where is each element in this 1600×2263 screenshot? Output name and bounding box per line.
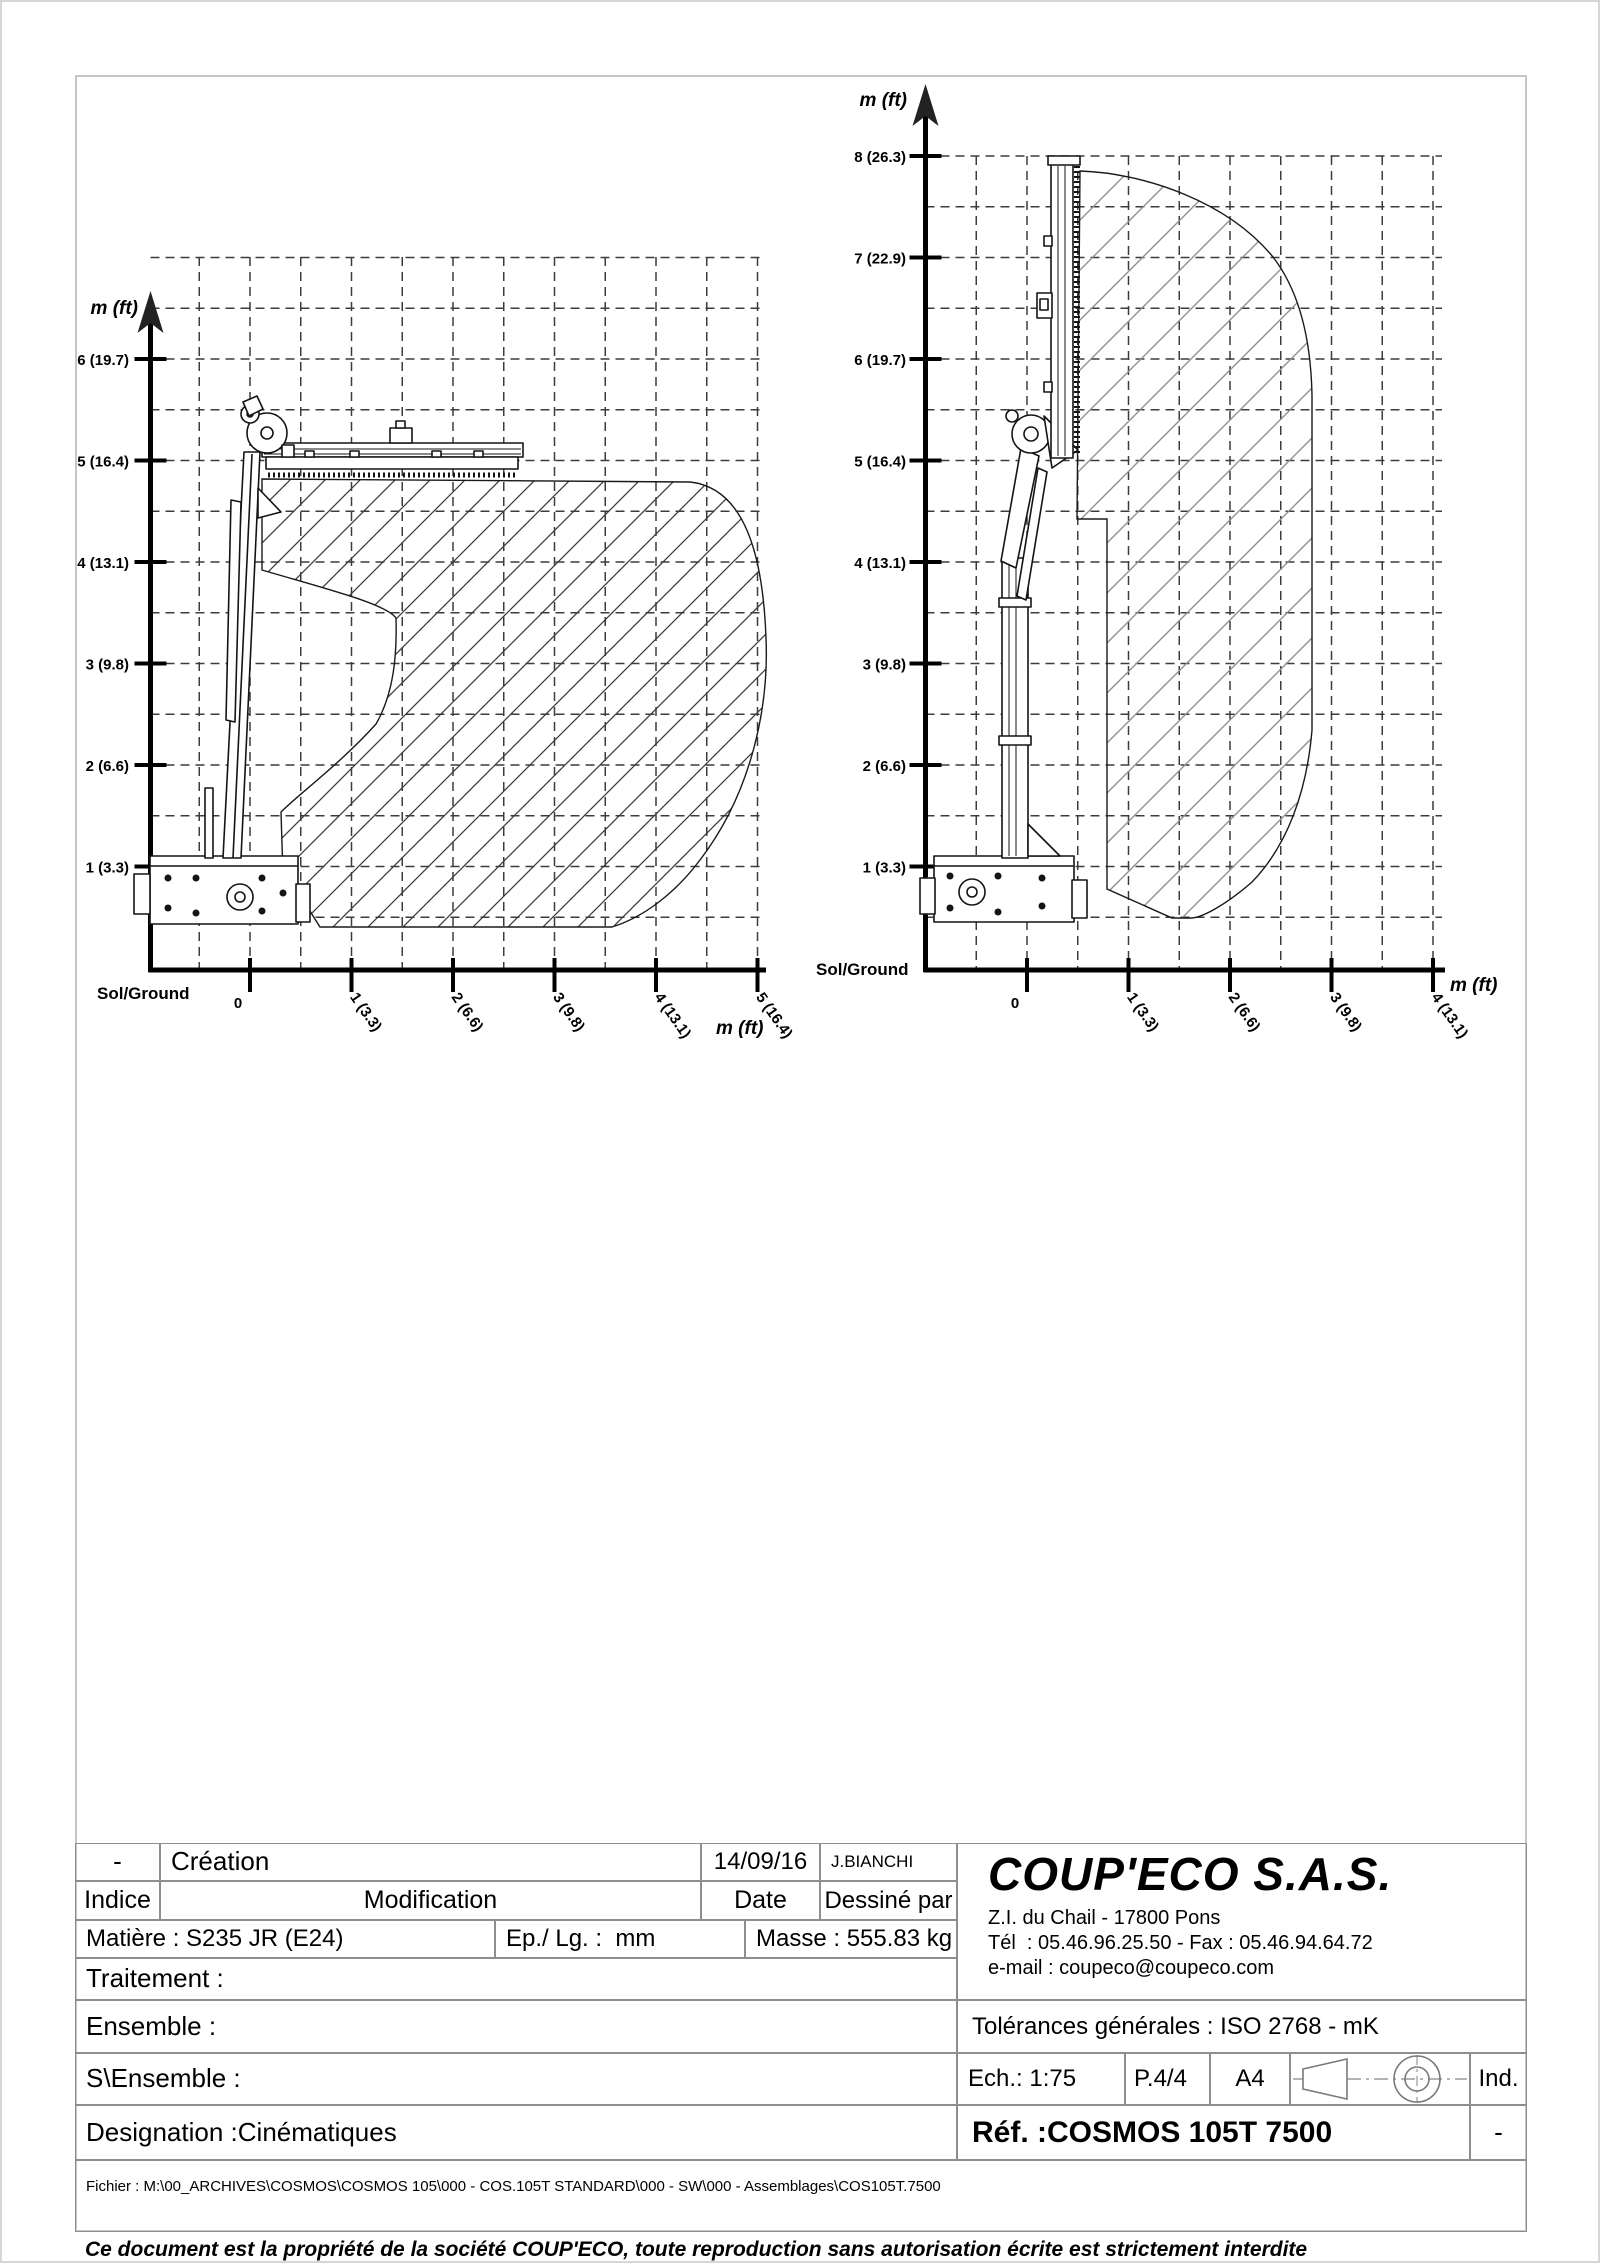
x-axis-unit-label: m (ft) bbox=[716, 1018, 764, 1039]
x-tick-label: 2 (6.6) bbox=[1224, 989, 1264, 1035]
company-name: COUP'ECO S.A.S. bbox=[988, 1848, 1393, 1900]
y-tick-label: 8 (26.3) bbox=[854, 149, 906, 166]
x-tick-label: 3 (9.8) bbox=[1326, 989, 1366, 1035]
revision-description-cell: Création bbox=[160, 1843, 701, 1881]
ground-label: Sol/Ground bbox=[816, 960, 909, 979]
x-tick-label: 5 (16.4) bbox=[752, 989, 796, 1042]
company-address: Z.I. du Chail - 17800 Pons bbox=[988, 1907, 1221, 1930]
x-tick-label: 4 (13.1) bbox=[1427, 989, 1472, 1042]
x-tick-label: 0 bbox=[1010, 995, 1020, 1012]
s-ensemble-cell: S\Ensemble : bbox=[75, 2053, 957, 2105]
y-tick-label: 3 (9.8) bbox=[862, 656, 906, 674]
ensemble-cell: Ensemble : bbox=[75, 2000, 957, 2053]
y-tick-label: 1 (3.3) bbox=[862, 859, 906, 877]
y-tick-label: 5 (16.4) bbox=[854, 453, 906, 471]
x-axis-unit-label: m (ft) bbox=[1450, 975, 1498, 996]
projection-symbol-cell bbox=[1290, 2053, 1470, 2105]
modification-header-cell: Modification bbox=[160, 1881, 701, 1920]
y-tick-label: 6 (19.7) bbox=[854, 352, 906, 369]
company-phone-fax: Tél : 05.46.96.25.50 - Fax : 05.46.94.64.72 bbox=[988, 1932, 1373, 1955]
file-path-cell: Fichier : M:\00_ARCHIVES\COSMOS\COSMOS 105\000 - COS.105T STANDARD\000 - SW\000 - Assemblages\COS105T.7500 bbox=[75, 2160, 1527, 2232]
traitement-cell: Traitement : bbox=[75, 1958, 957, 2000]
company-block bbox=[957, 1843, 1527, 2000]
scale-cell: Ech.: 1:75 bbox=[957, 2053, 1125, 2105]
thickness-length-cell: Ep./ Lg. : mm bbox=[495, 1920, 745, 1958]
y-tick-label: 4 (13.1) bbox=[854, 555, 906, 572]
x-tick-label: 4 (13.1) bbox=[650, 989, 695, 1042]
x-tick-label: 1 (3.3) bbox=[1123, 989, 1163, 1035]
y-tick-label: 3 (9.8) bbox=[85, 656, 129, 674]
x-tick-label: 2 (6.6) bbox=[447, 989, 487, 1035]
y-tick-label: 2 (6.6) bbox=[85, 758, 129, 775]
drawn-by-header-cell: Dessiné par bbox=[820, 1881, 957, 1920]
ind-header-cell: Ind. bbox=[1470, 2053, 1527, 2105]
revision-index-cell: - bbox=[75, 1843, 160, 1881]
indice-header-cell: Indice bbox=[75, 1881, 160, 1920]
revision-author-cell: J.BIANCHI bbox=[820, 1843, 957, 1881]
reference-cell: Réf. :COSMOS 105T 7500 bbox=[957, 2105, 1470, 2160]
ind-value-cell: - bbox=[1470, 2105, 1527, 2160]
format-cell: A4 bbox=[1210, 2053, 1290, 2105]
ground-label: Sol/Ground bbox=[97, 984, 190, 1003]
designation-cell: Designation :Cinématiques bbox=[75, 2105, 957, 2160]
x-tick-label: 1 (3.3) bbox=[346, 989, 386, 1035]
page-number-cell: P.4/4 bbox=[1125, 2053, 1210, 2105]
company-email: e-mail : coupeco@coupeco.com bbox=[988, 1957, 1274, 1980]
tolerances-cell: Tolérances générales : ISO 2768 - mK bbox=[957, 2000, 1527, 2053]
y-axis-unit-label: m (ft) bbox=[90, 298, 138, 319]
y-tick-label: 1 (3.3) bbox=[85, 859, 129, 877]
left-working-envelope bbox=[262, 479, 766, 927]
y-tick-label: 5 (16.4) bbox=[77, 453, 129, 471]
first-angle-projection-icon bbox=[1291, 2054, 1469, 2104]
x-tick-label: 0 bbox=[233, 995, 243, 1012]
right-working-envelope bbox=[1077, 171, 1312, 918]
y-tick-label: 6 (19.7) bbox=[77, 352, 129, 369]
property-notice: Ce document est la propriété de la société COUP'ECO, toute reproduction sans autorisation écrite est strictement interdite bbox=[85, 2238, 1308, 2261]
x-tick-label: 3 (9.8) bbox=[549, 989, 589, 1035]
y-tick-label: 4 (13.1) bbox=[77, 555, 129, 572]
revision-date-cell: 14/09/16 bbox=[701, 1843, 820, 1881]
material-cell: Matière : S235 JR (E24) bbox=[75, 1920, 495, 1958]
right-crane-drawing bbox=[920, 156, 1087, 922]
mass-cell: Masse : 555.83 kg bbox=[745, 1920, 957, 1958]
y-axis-unit-label: m (ft) bbox=[859, 90, 907, 111]
date-header-cell: Date bbox=[701, 1881, 820, 1920]
y-tick-label: 2 (6.6) bbox=[862, 758, 906, 775]
y-tick-label: 7 (22.9) bbox=[854, 250, 906, 268]
